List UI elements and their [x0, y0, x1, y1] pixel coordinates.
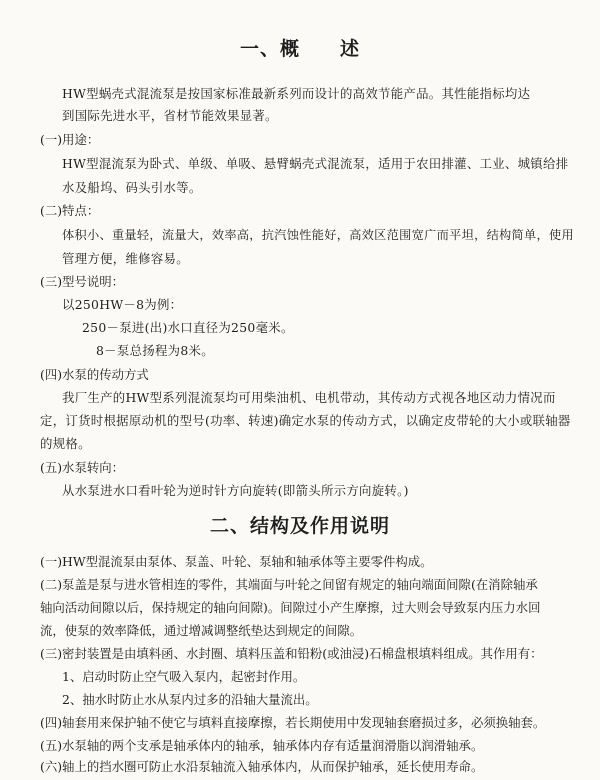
- rotation-heading: (五)水泵转向：: [40, 460, 125, 475]
- usage-heading: (一)用途：: [40, 132, 100, 147]
- structure-item-3-point-1: 1、启动时防止空气吸入泵内，起密封作用。: [62, 669, 306, 684]
- structure-item-2-line-3: 流，使泵的效率降低，通过增减调整纸垫达到规定的间隙。: [40, 623, 363, 638]
- intro-line-1: HW型蜗壳式混流泵是按国家标准最新系列而设计的高效节能产品。其性能指标均达: [62, 86, 531, 101]
- structure-item-2-line-1: (二)泵盖是泵与进水管相连的零件，其端面与叶轮之间留有规定的轴向端面间隙(在消除轴承: [40, 577, 538, 592]
- structure-item-6: (六)轴上的挡水圈可防止水沿泵轴流入轴承体内，从而保护轴承，延长使用寿命。: [40, 759, 484, 774]
- drive-line-2: 定，订货时根据原动机的型号(功率、转速)确定水泵的传动方式，以确定皮带轮的大小或联轴器: [40, 413, 571, 428]
- usage-line-2: 水及船坞、码头引水等。: [62, 180, 202, 195]
- model-example: 以250HW－8为例：: [62, 297, 183, 312]
- structure-item-4: (四)轴套用来保护轴不使它与填料直接摩擦，若长期使用中发现轴套磨损过多，必须换轴套。: [40, 715, 546, 730]
- structure-item-1: (一)HW型混流泵由泵体、泵盖、叶轮、泵轴和轴承体等主要零件构成。: [40, 554, 433, 569]
- drive-line-1: 我厂生产的HW型系列混流泵均可用柴油机、电机带动，其传动方式视各地区动力情况而: [62, 390, 556, 405]
- features-line-2: 管理方便，维修容易。: [62, 251, 189, 266]
- structure-item-5: (五)水泵轴的两个支承是轴承体内的轴承，轴承体内存有适量润滑脂以润滑轴承。: [40, 738, 484, 753]
- section-2-title: 二、结构及作用说明: [209, 515, 390, 537]
- drive-heading: (四)水泵的传动方式: [40, 367, 149, 382]
- model-line-1: 250－泵进(出)水口直径为250毫米。: [82, 320, 294, 335]
- section-1-title: 一、概 述: [239, 38, 360, 60]
- structure-item-3-point-2: 2、抽水时防止水从泵内过多的沿轴大量流出。: [62, 692, 318, 707]
- features-line-1: 体积小、重量轻，流量大，效率高，抗汽蚀性能好，高效区范围宽广而平坦，结构简单，使用: [62, 228, 574, 242]
- rotation-line-1: 从水泵进水口看叶轮为逆时针方向旋转(即箭头所示方向旋转。): [62, 483, 409, 498]
- model-line-2: 8－泵总扬程为8米。: [96, 343, 214, 358]
- intro-line-2: 到国际先进水平，省材节能效果显著。: [62, 108, 278, 123]
- usage-line-1: HW型混流泵为卧式、单级、单吸、悬臂蜗壳式混流泵，适用于农田排灌、工业、城镇给排: [62, 156, 569, 171]
- structure-item-2-line-2: 轴向活动间隙以后，保持规定的轴向间隙)。间隙过小产生摩擦，过大则会导致泵内压力水回: [40, 600, 541, 615]
- structure-item-3: (三)密封装置是由填料函、水封圈、填料压盖和铅粉(或油浸)石棉盘根填料组成。其作用有：: [40, 646, 543, 661]
- model-heading: (三)型号说明：: [40, 274, 125, 289]
- drive-line-3: 的规格。: [40, 436, 91, 451]
- features-heading: (二)特点：: [40, 203, 100, 218]
